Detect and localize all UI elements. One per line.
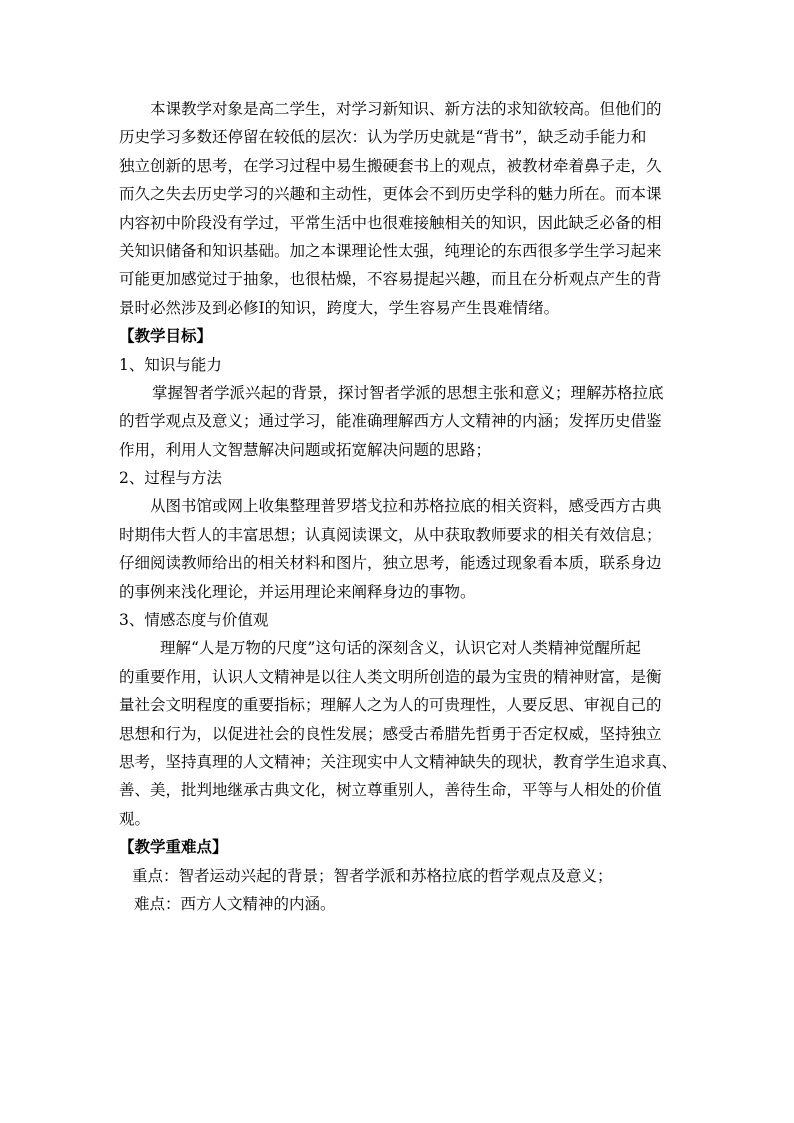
section-heading-goals: 【教学目标】 xyxy=(119,326,213,346)
paragraph-line: 的重要作用，认识人文精神是以往人类文明所创造的最为宝贵的精神财富，是衡 xyxy=(119,667,662,686)
process-paragraph xyxy=(119,492,687,606)
paragraph-line: 景时必然涉及到必修Ⅰ的知识，跨度大，学生容易产生畏难情绪。 xyxy=(119,298,560,317)
paragraph-line: 内容初中阶段没有学过，平常生活中也很难接触相关的知识，因此缺乏必备的相 xyxy=(119,213,662,232)
paragraph-line: 时期伟大哲人的丰富思想；认真阅读课文，从中获取教师要求的相关有效信息； xyxy=(119,525,662,544)
paragraph-line: 可能更加感觉过于抽象，也很枯燥，不容易提起兴趣，而且在分析观点产生的背 xyxy=(119,270,662,289)
subsection-title-values: 3、情感态度与价值观 xyxy=(119,611,269,630)
key-point-important: 重点：智者运动兴起的背景；智者学派和苏格拉底的哲学观点及意义； xyxy=(132,866,613,885)
paragraph-line: 仔细阅读教师给出的相关材料和图片，独立思考，能透过现象看本质，联系身边 xyxy=(119,554,662,573)
key-point-difficult: 难点：西方人文精神的内涵。 xyxy=(134,894,336,913)
paragraph-line: 思考，坚持真理的人文精神；关注现实中人文精神缺失的现状，教育学生追求真、 xyxy=(119,752,678,771)
values-paragraph xyxy=(119,634,687,833)
paragraph-line: 理解“人是万物的尺度”这句话的深刻含义，认识它对人类精神觉醒所起 xyxy=(160,639,641,658)
paragraph-line: 的事例来浅化理论，并运用理论来阐释身边的事物。 xyxy=(119,582,476,601)
paragraph-line: 作用，利用人文智慧解决问题或拓宽解决问题的思路； xyxy=(119,440,492,459)
subsection-title-knowledge: 1、知识与能力 xyxy=(119,355,222,374)
paragraph-line: 观。 xyxy=(119,809,151,828)
paragraph-line: 从图书馆或网上收集整理普罗塔戈拉和苏格拉底的相关资料，感受西方古典 xyxy=(150,497,662,516)
paragraph-line: 的哲学观点及意义；通过学习，能准确理解西方人文精神的内涵；发挥历史借鉴 xyxy=(119,412,662,431)
knowledge-paragraph xyxy=(119,379,687,464)
paragraph-line: 思想和行为，以促进社会的良性发展；感受古希腊先哲勇于否定权威，坚持独立 xyxy=(119,724,662,743)
section-heading-key-points: 【教学重难点】 xyxy=(119,837,228,857)
subsection-title-process: 2、过程与方法 xyxy=(119,469,222,488)
paragraph-line: 而久之失去历史学习的兴趣和主动性，更体会不到历史学科的魅力所在。而本课 xyxy=(119,185,662,204)
paragraph-line: 关知识储备和知识基础。加之本课理论性太强，纯理论的东西很多学生学习起来 xyxy=(119,241,662,260)
document-body xyxy=(119,95,687,918)
paragraph-line: 独立创新的思考，在学习过程中易生搬硬套书上的观点，被教材牵着鼻子走，久 xyxy=(119,156,662,175)
intro-paragraph xyxy=(119,95,687,322)
paragraph-line: 量社会文明程度的重要指标；理解人之为人的可贵理性，人要反思、审视自己的 xyxy=(119,696,662,715)
paragraph-line: 历史学习多数还停留在较低的层次：认为学历史就是“背书”，缺乏动手能力和 xyxy=(119,128,647,147)
paragraph-line: 掌握智者学派兴起的背景，探讨智者学派的思想主张和意义；理解苏格拉底 xyxy=(152,383,664,402)
paragraph-line: 善、美，批判地继承古典文化，树立尊重别人，善待生命，平等与人相处的价值 xyxy=(119,781,662,800)
paragraph-line: 本课教学对象是高二学生，对学习新知识、新方法的求知欲较高。但他们的 xyxy=(150,100,662,118)
